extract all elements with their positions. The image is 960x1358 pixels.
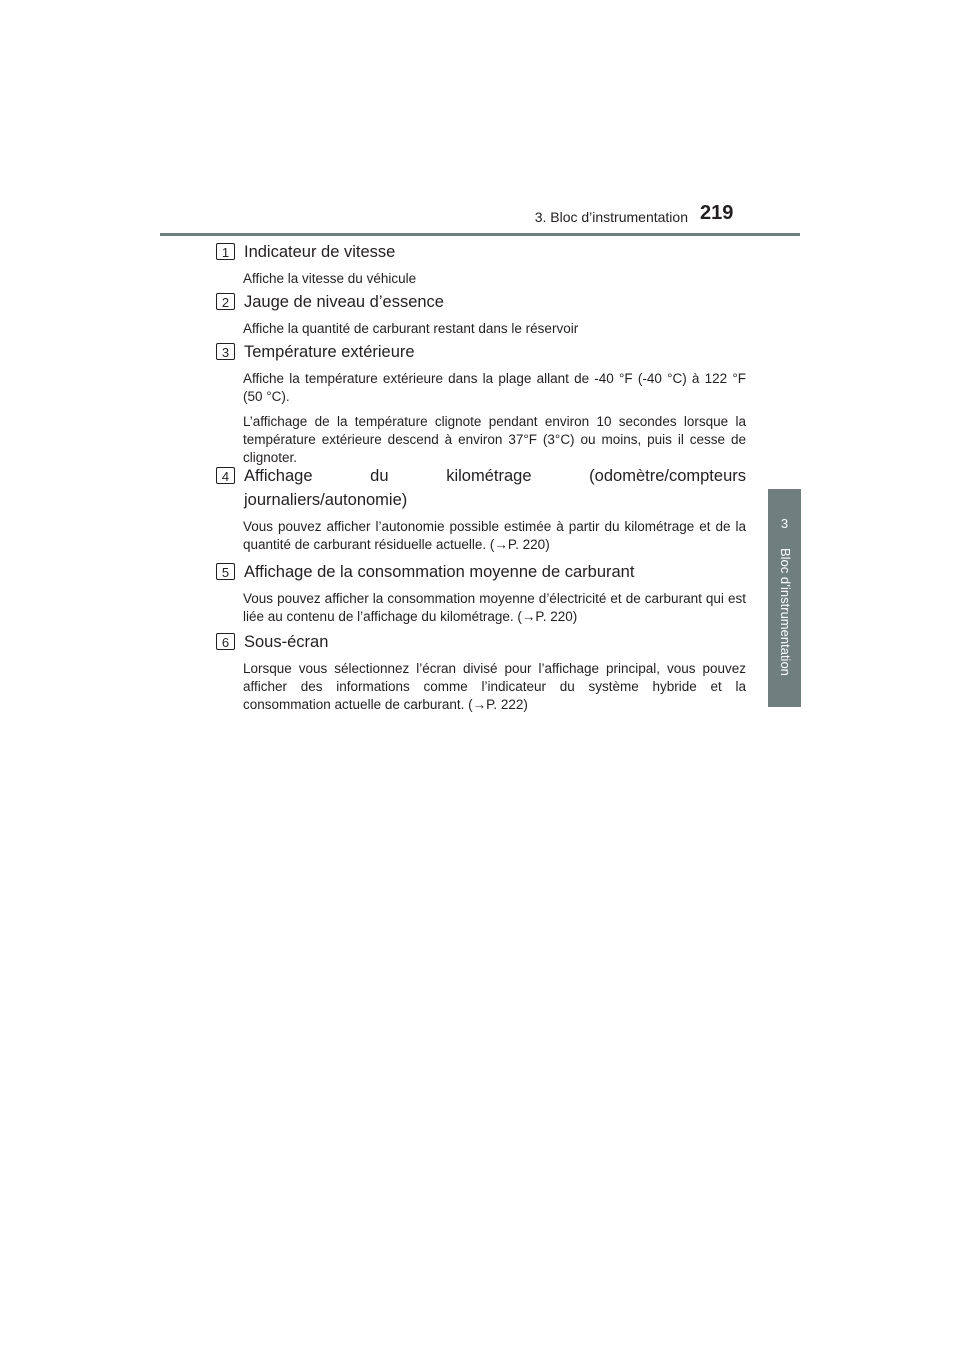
item-title: Affichage de la consommation moyenne de carburant <box>244 563 635 581</box>
chapter-label: Bloc d’instrumentation <box>778 548 793 676</box>
list-item <box>216 340 746 464</box>
item-description: Affiche la vitesse du véhicule <box>243 271 417 286</box>
item-title: Jauge de niveau d’essence <box>244 293 444 311</box>
list-item <box>216 240 746 290</box>
item-description: Vous pouvez afficher la consommation moyenne d’électricité et de carburant qui est liée au contenu de l’affichage du kilométrage. (→P. 220) <box>243 591 746 624</box>
item-number-badge: 6 <box>216 633 235 650</box>
item-number-badge: 4 <box>216 467 235 484</box>
list-item <box>216 560 746 630</box>
item-description: L’affichage de la température clignote pendant environ 10 secondes lorsque la température extérieure descend à environ 37°F (3°C) ou moins, puis il cesse de clignoter. <box>243 414 746 465</box>
list-item <box>216 464 746 560</box>
item-description: Affiche la quantité de carburant restant dans le réservoir <box>243 321 579 336</box>
item-title: Température extérieure <box>244 343 415 361</box>
item-number-badge: 3 <box>216 343 235 360</box>
running-header-section: 3. Bloc d’instrumentation <box>534 209 688 225</box>
item-description: Affiche la température extérieure dans la plage allant de -40 °F (-40 °C) à 122 °F (50 °C). <box>243 371 746 404</box>
item-number-badge: 5 <box>216 563 235 580</box>
item-number-badge: 1 <box>216 243 235 260</box>
list-item <box>216 630 746 720</box>
item-title: Indicateur de vitesse <box>244 243 396 261</box>
item-description: Vous pouvez afficher l’autonomie possible estimée à partir du kilométrage et de la quantité de carburant résiduelle actuelle. (→P. 220) <box>243 519 746 552</box>
item-title: Sous-écran <box>244 633 329 651</box>
item-list <box>216 240 746 720</box>
item-description: Lorsque vous sélectionnez l’écran divisé pour l’affichage principal, vous pouvez afficher des informations comme l’indicateur du système hybride et la consommation actuelle de carburant. (→P. 222) <box>243 661 746 712</box>
chapter-number: 3 <box>780 516 789 531</box>
item-number-badge: 2 <box>216 293 235 310</box>
header-divider <box>160 233 800 236</box>
item-title: Affichage du kilométrage (odomètre/compteurs journaliers/autonomie) <box>244 467 746 509</box>
page-number: 219 <box>700 202 734 224</box>
list-item <box>216 290 746 340</box>
